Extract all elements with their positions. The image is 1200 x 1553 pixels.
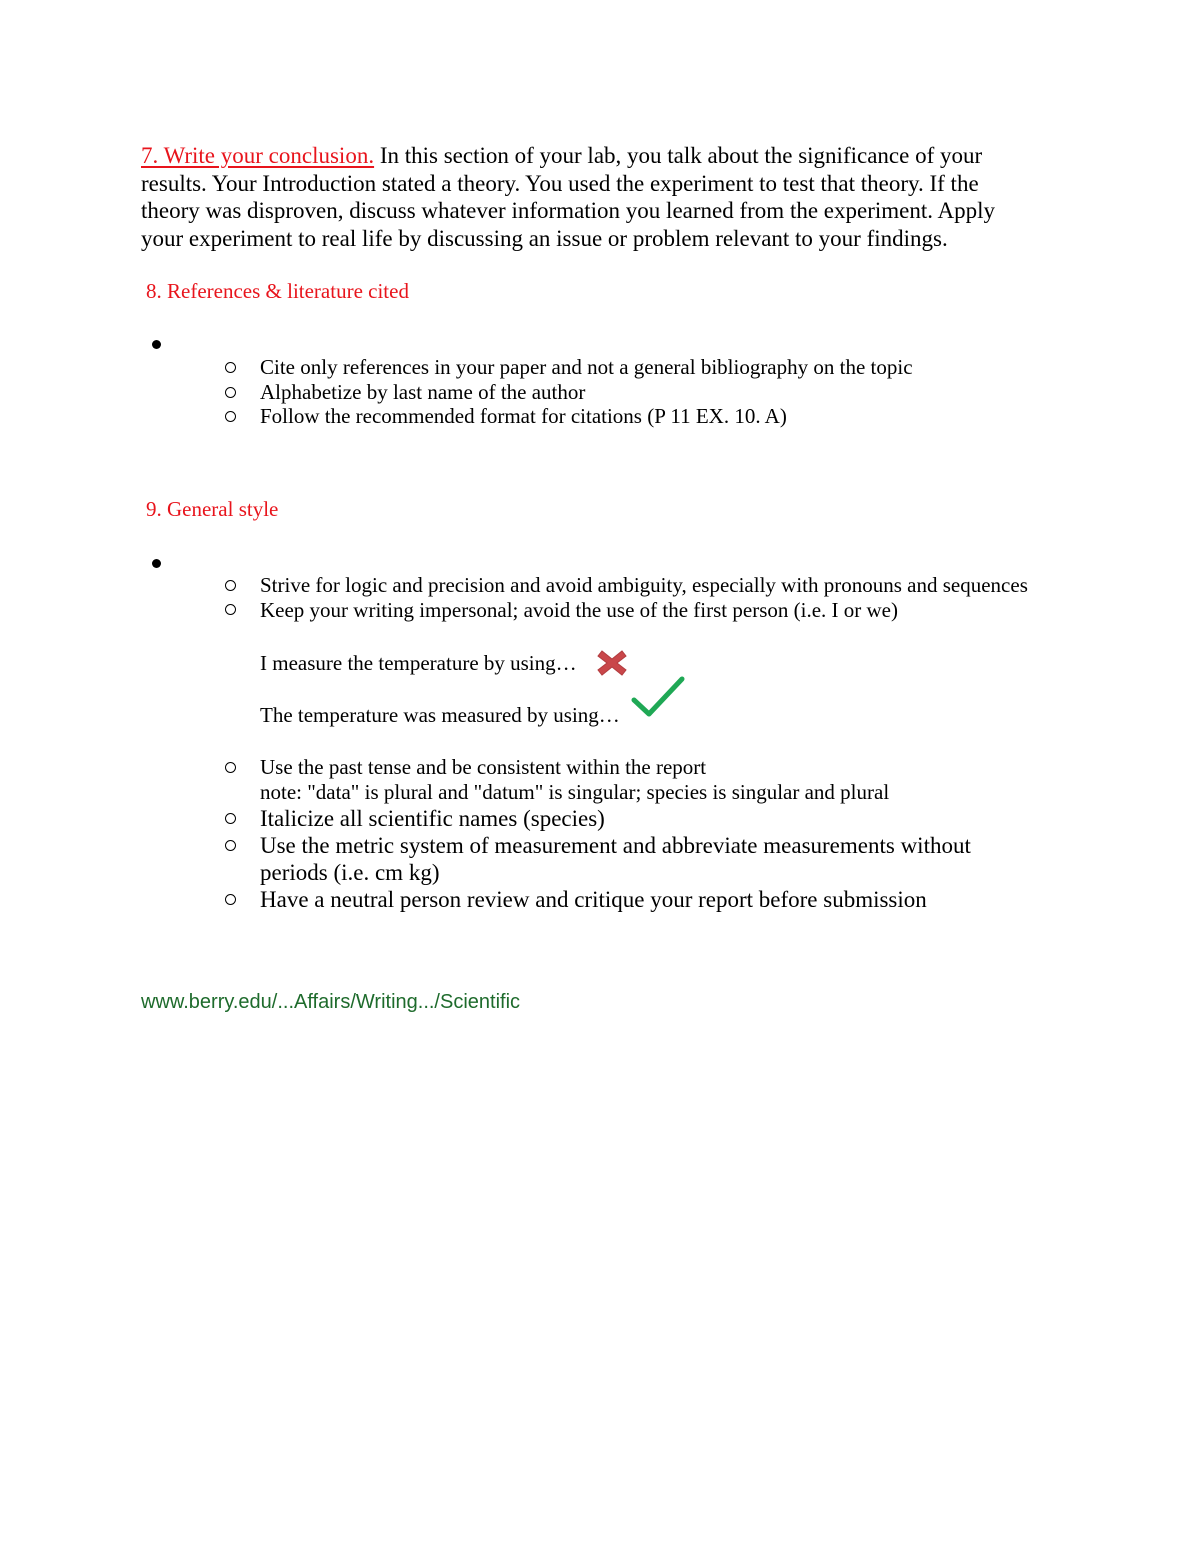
list-bullet-circle: [225, 894, 236, 905]
list-bullet-circle: [225, 580, 236, 591]
source-url-link[interactable]: www.berry.edu/...Affairs/Writing.../Scientific: [141, 991, 521, 1013]
list-item-continuation: periods (i.e. cm kg): [260, 860, 440, 885]
list-item: Use the past tense and be consistent within the report: [260, 755, 707, 779]
example-wrong-text: I measure the temperature by using…: [260, 651, 577, 675]
list-bullet-circle: [225, 813, 236, 824]
list-item: Italicize all scientific names (species): [260, 806, 605, 831]
list-bullet-circle: [225, 604, 236, 615]
list-item: Cite only references in your paper and not a general bibliography on the topic: [260, 355, 913, 379]
references-heading: 8. References & literature cited: [146, 279, 409, 303]
general-style-heading: 9. General style: [146, 497, 279, 521]
list-bullet-circle: [225, 387, 236, 398]
list-item: Alphabetize by last name of the author: [260, 380, 586, 404]
list-bullet-circle: [225, 762, 236, 773]
cross-mark-icon: [596, 648, 628, 678]
bullet-dot: [152, 559, 161, 568]
list-bullet-circle: [225, 362, 236, 373]
bullet-dot: [152, 340, 161, 349]
list-item: Use the metric system of measurement and abbreviate measurements without: [260, 833, 971, 858]
list-item: Follow the recommended format for citations (P 11 EX. 10. A): [260, 404, 787, 428]
check-mark-icon: [630, 674, 686, 720]
list-bullet-circle: [225, 840, 236, 851]
example-right-text: The temperature was measured by using…: [260, 703, 620, 727]
list-item: Have a neutral person review and critique your report before submission: [260, 887, 927, 912]
list-bullet-circle: [225, 411, 236, 422]
conclusion-heading-link[interactable]: 7. Write your conclusion.: [141, 143, 375, 168]
list-item: Strive for logic and precision and avoid ambiguity, especially with pronouns and sequences: [260, 573, 1028, 597]
conclusion-body: In this section of your lab, you talk about the significance of your results. Your Introduction stated a theory. You used the experiment to test that theory. If the theory was disproven, discuss whatever information you learned from the experiment. Apply your experiment to real life by discussing an issue or problem relevant to your findings.: [141, 143, 995, 251]
conclusion-paragraph: [141, 142, 1041, 252]
list-item-note: note: "data" is plural and "datum" is singular; species is singular and plural: [260, 780, 890, 804]
list-item: Keep your writing impersonal; avoid the use of the first person (i.e. I or we): [260, 598, 898, 622]
